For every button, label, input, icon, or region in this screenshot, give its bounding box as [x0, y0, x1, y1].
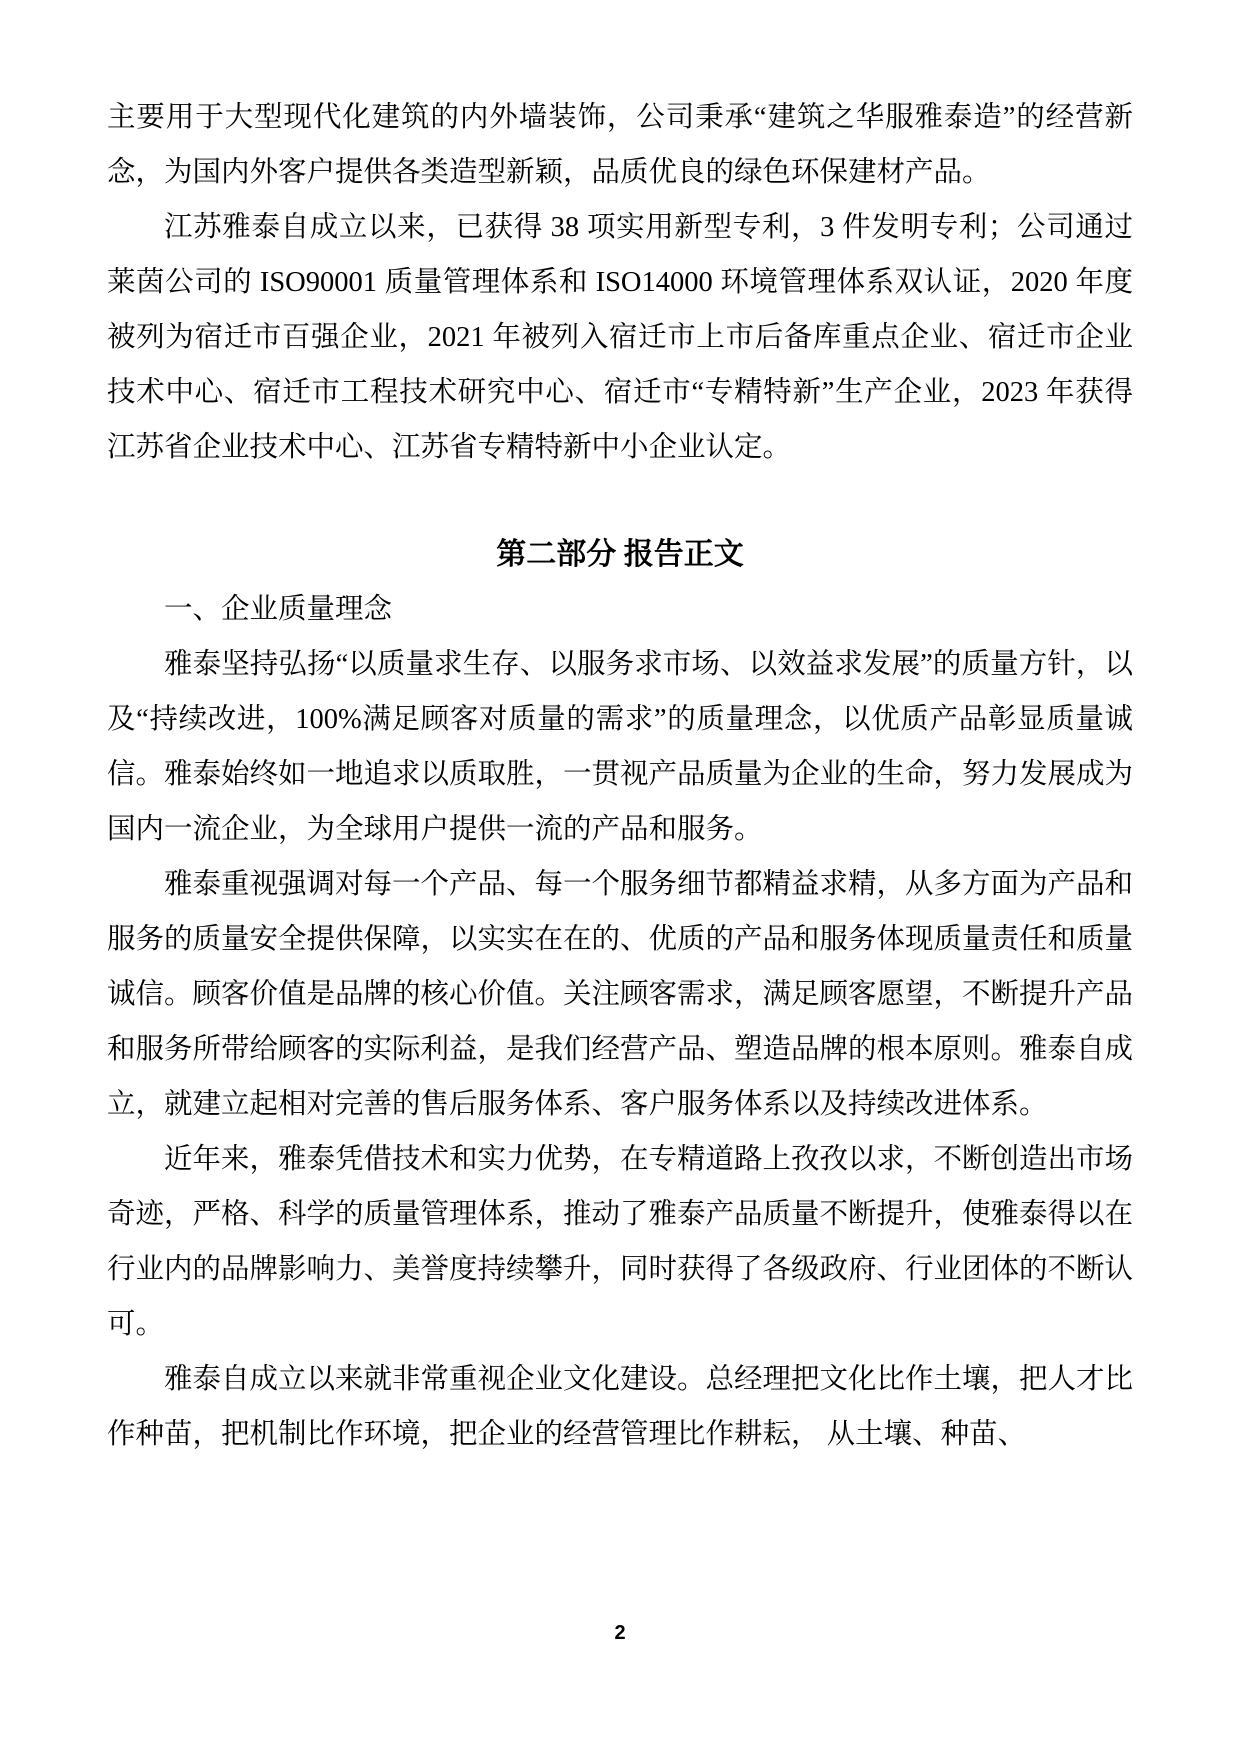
paragraph-customer-value: 雅泰重视强调对每一个产品、每一个服务细节都精益求精，从多方面为产品和服务的质量安全提供保障，以实实在在的、优质的产品和服务体现质量责任和质量诚信。顾客价值是品牌的核心价值。关注顾客需求，满足顾客愿望，不断提升产品和服务所带给顾客的实际利益，是我们经营产品、塑造品牌的根本原则。雅泰自成立，就建立起相对完善的售后服务体系、客户服务体系以及持续改进体系。	[107, 869, 1134, 1120]
section-heading: 第二部分 报告正文	[496, 538, 744, 571]
paragraph-continuation: 主要用于大型现代化建筑的内外墙装饰，公司秉承“建筑之华服雅泰造”的经营新念，为国内外客户提供各类造型新颖，品质优良的绿色环保建材产品。	[107, 102, 1133, 188]
paragraph-recent-years: 近年来，雅泰凭借技术和实力优势，在专精道路上孜孜以求，不断创造出市场奇迹，严格、科学的质量管理体系，推动了雅泰产品质量不断提升，使雅泰得以在行业内的品牌影响力、美誉度持续攀升，同时获得了各级政府、行业团体的不断认可。	[107, 1144, 1134, 1340]
paragraph-quality-policy: 雅泰坚持弘扬“以质量求生存、以服务求市场、以效益求发展”的质量方针，以及“持续改进，100%满足顾客对质量的需求”的质量理念，以优质产品彰显质量诚信。雅泰始终如一地追求以质取胜，一贯视产品质量为企业的生命，努力发展成为国内一流企业，为全球用户提供一流的产品和服务。	[107, 649, 1134, 845]
page-number: 2	[614, 1622, 626, 1644]
paragraph-company-honors: 江苏雅泰自成立以来，已获得 38 项实用新型专利，3 件发明专利；公司通过莱茵公司的 ISO90001 质量管理体系和 ISO14000 环境管理体系双认证，2020 年度被列为宿迁市百强企业，2021 年被列入宿迁市上市后备库重点企业、宿迁市企业技术中心、宿迁市工程技术研究中心、宿迁市“专精特新”生产企业，2023 年获得江苏省企业技术中心、江苏省专精特新中小企业认定。	[107, 212, 1133, 463]
subsection-heading: 一、企业质量理念	[164, 594, 393, 625]
paragraph-corporate-culture: 雅泰自成立以来就非常重视企业文化建设。总经理把文化比作土壤，把人才比作种苗，把机制比作环境，把企业的经营管理比作耕耘， 从土壤、种苗、	[107, 1364, 1134, 1450]
